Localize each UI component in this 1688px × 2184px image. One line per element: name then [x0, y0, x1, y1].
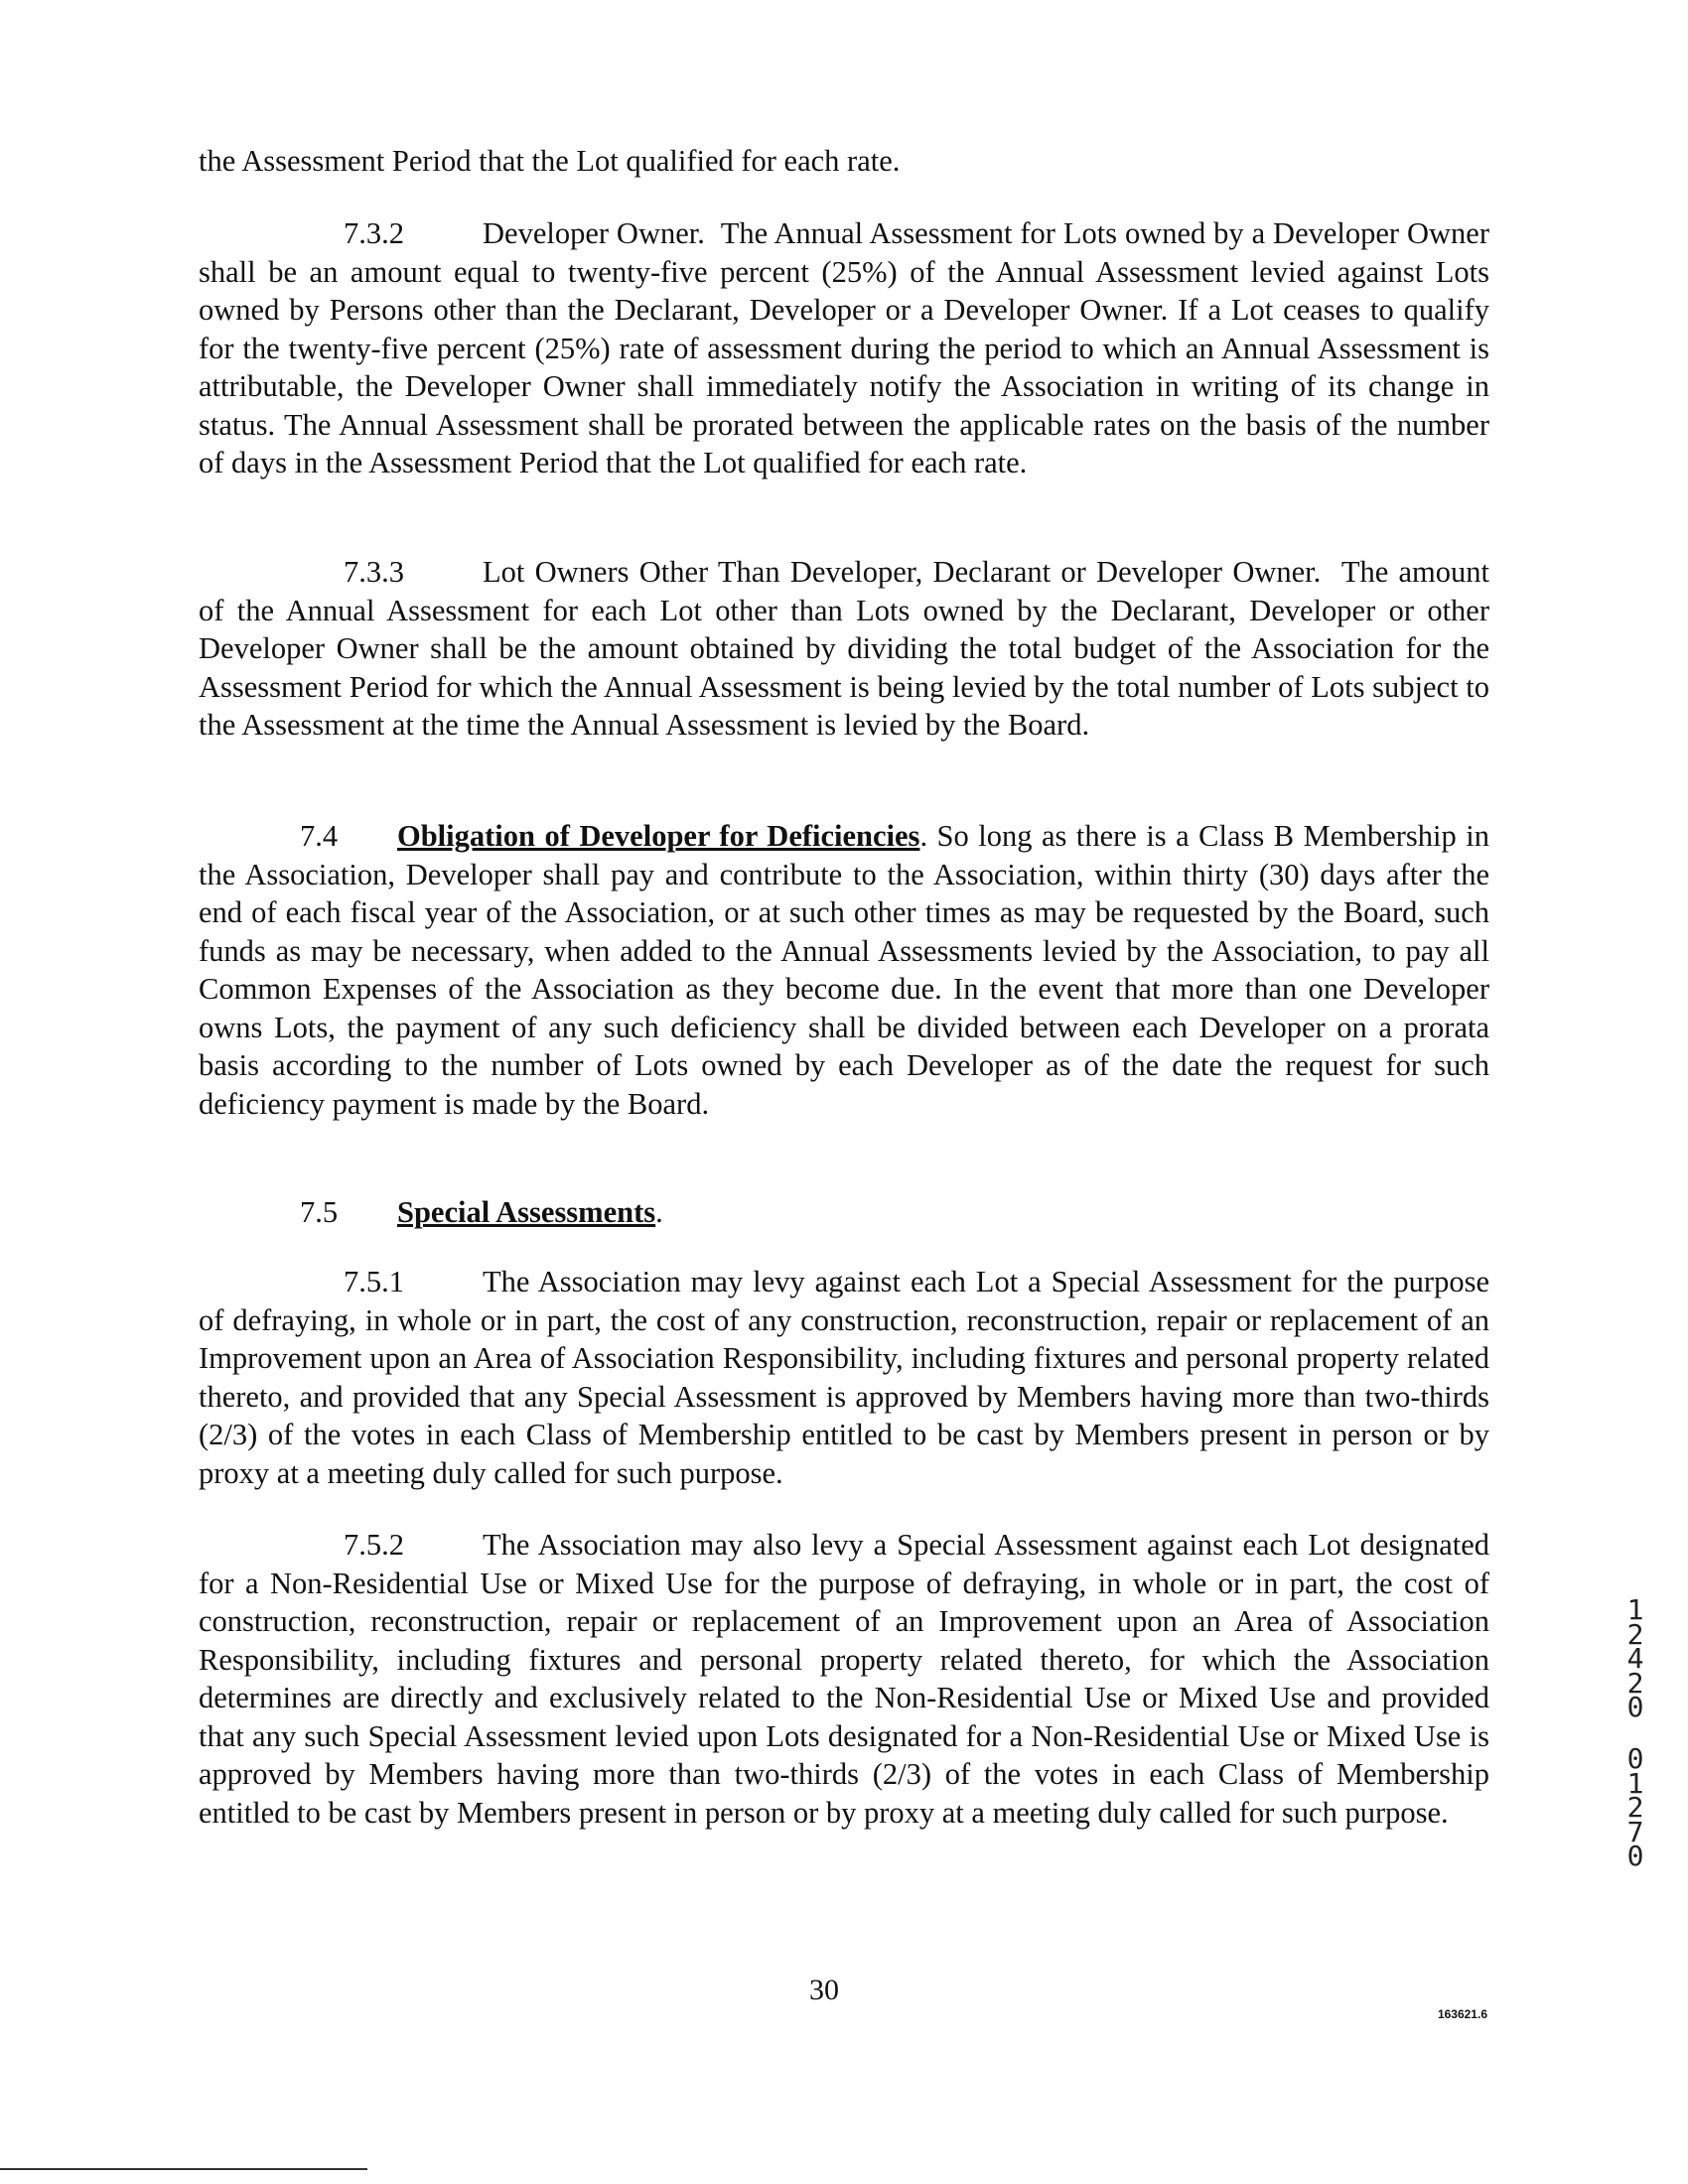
- document-id: 163621.6: [1437, 2007, 1487, 2021]
- section-number: 7.5.2: [344, 1528, 404, 1562]
- section-heading: Special Assessments: [397, 1195, 656, 1229]
- section-body: The Annual Assessment for Lots owned by a Developer Owner shall be an amount equal to twenty-five percent (25%) of the Annual Assessment levied against Lots owned by Persons other than the Declarant, Developer or a Developer Owner. If a Lot ceases to qualify for the twenty-five percent (25%) rate of assessment during the period to which an Annual Assessment is attributable, the Developer Owner shall immediately notify the Association in writing of its change in status. The Annual Assessment shall be prorated between the applicable rates on the basis of the number of days in the Assessment Period that the Lot qualified for each rate.: [199, 216, 1489, 479]
- section-body: The Association may also levy a Special Assessment against each Lot designated for a Non-Residential Use or Mixed Use for the purpose of defraying, in whole or in part, the cost of construction, reconstruction, repair or replacement of an Improvement upon an Area of Association Responsibility, including fixtures and personal property related thereto, for which the Association determines are directly and exclusively related to the Non-Residential Use or Mixed Use and provided that any such Special Assessment levied upon Lots designated for a Non-Residential Use or Mixed Use is approved by Members having more than two-thirds (2/3) of the votes in each Class of Membership entitled to be cast by Members present in person or by proxy at a meeting duly called for such purpose.: [199, 1528, 1489, 1830]
- section-number: 7.5.1: [344, 1265, 404, 1298]
- continuation-text: the Assessment Period that the Lot qualified for each rate.: [199, 144, 901, 178]
- section-body: . So long as there is a Class B Membership in the Association, Developer shall pay and contribute to the Association, within thirty (30) days after the end of each fiscal year of the Association, or at such other times as may be requested by the Board, such funds as may be necessary, when added to the Annual Assessments levied by the Association, to pay all Common Expenses of the Association as they become due. In the event that more than one Developer owns Lots, the payment of any such deficiency shall be divided between each Developer on a prorata basis according to the number of Lots owned by each Developer as of the date the request for such deficiency payment is made by the Board.: [199, 819, 1489, 1121]
- section-title: Lot Owners Other Than Developer, Declarant or Developer Owner.: [483, 555, 1322, 589]
- section-title: Developer Owner.: [483, 216, 705, 250]
- continuation-paragraph: [199, 142, 1489, 181]
- section-body: The Association may levy against each Lot a Special Assessment for the purpose of defraying, in whole or in part, the cost of any construction, reconstruction, repair or replacement of an Improvement upon an Area of Association Responsibility, including fixtures and personal property related thereto, and provided that any Special Assessment is approved by Members having more than two-thirds (2/3) of the votes in each Class of Membership entitled to be cast by Members present in person or by proxy at a meeting duly called for such purpose.: [199, 1265, 1489, 1490]
- section-7-4: [199, 817, 1489, 1123]
- section-number: 7.3.2: [344, 216, 404, 250]
- section-number: 7.5: [300, 1195, 339, 1229]
- section-number: 7.3.3: [344, 555, 404, 589]
- recording-number-bottom: 01270: [1626, 1742, 1644, 1873]
- recording-number-top: 12420: [1626, 1593, 1644, 1724]
- section-body: The amount of the Annual Assessment for each Lot other than Lots owned by the Declarant, Developer or other Developer Owner shall be the amount obtained by dividing the total budget of the Association for the Assessment Period for which the Annual Assessment is being levied by the total number of Lots subject to the Assessment at the time the Annual Assessment is levied by the Board.: [199, 555, 1490, 742]
- bottom-rule: [0, 2168, 367, 2170]
- page-number: 30: [809, 1974, 839, 2006]
- section-number: 7.4: [300, 819, 339, 853]
- section-7-3-2: [199, 214, 1489, 482]
- section-7-5: [199, 1193, 1489, 1232]
- section-7-3-3: [199, 553, 1489, 745]
- section-heading: Obligation of Developer for Deficiencies: [397, 819, 920, 853]
- section-7-5-1: [199, 1263, 1489, 1492]
- heading-period: .: [655, 1195, 663, 1229]
- section-7-5-2: [199, 1526, 1489, 1832]
